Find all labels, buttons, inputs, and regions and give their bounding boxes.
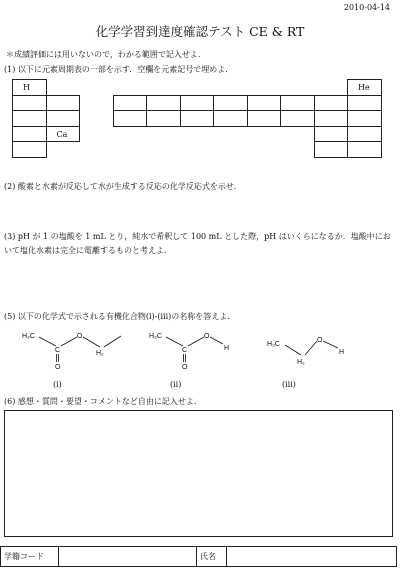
student-id-field[interactable] bbox=[59, 547, 197, 567]
element-blank-cell[interactable] bbox=[348, 126, 382, 142]
name-field[interactable] bbox=[227, 547, 397, 567]
atom-o: O bbox=[204, 333, 210, 340]
name-label: 氏名 bbox=[197, 547, 227, 567]
periodic-table bbox=[12, 79, 382, 158]
element-blank-cell[interactable] bbox=[113, 95, 147, 111]
atom-o: O bbox=[77, 333, 83, 340]
label-iii: (iii) bbox=[282, 380, 296, 389]
atom-h: H bbox=[339, 349, 345, 356]
element-blank-cell[interactable] bbox=[113, 111, 147, 127]
atom-o: O bbox=[55, 364, 61, 371]
element-hydrogen: H bbox=[13, 80, 47, 96]
element-blank-cell[interactable] bbox=[281, 111, 315, 127]
grading-note: ＊成績評価には用いないので，わかる範囲で記入せよ． bbox=[6, 50, 206, 59]
element-blank-cell[interactable] bbox=[180, 111, 214, 127]
element-blank-cell[interactable] bbox=[281, 95, 315, 111]
atom-h3c: H₃C bbox=[22, 333, 35, 340]
label-i: (i) bbox=[53, 380, 62, 389]
question-5: (5) 以下の化学式で示される有機化合物(i)-(iii)の名称を答えよ． bbox=[4, 312, 236, 321]
element-blank-cell[interactable] bbox=[348, 95, 382, 111]
student-info-table bbox=[0, 546, 397, 567]
structure-iii bbox=[265, 330, 355, 370]
element-calcium: Ca bbox=[46, 126, 80, 142]
structure-i bbox=[20, 326, 130, 371]
element-helium: He bbox=[348, 80, 382, 96]
element-blank-cell[interactable] bbox=[46, 111, 80, 127]
question-1: (1) 以下に元素周期表の一部を示す．空欄を元素記号で埋めよ． bbox=[4, 65, 234, 74]
atom-o: O bbox=[317, 337, 323, 344]
periodic-row-4 bbox=[13, 126, 382, 142]
element-blank-cell[interactable] bbox=[13, 126, 47, 142]
element-blank-cell[interactable] bbox=[13, 95, 47, 111]
label-ii: (ii) bbox=[170, 380, 182, 389]
element-blank-cell[interactable] bbox=[13, 111, 47, 127]
exam-title: 化学学習到達度確認テスト CE & RT bbox=[95, 24, 305, 39]
atom-c: C bbox=[182, 347, 188, 354]
atom-h2: H₂ bbox=[297, 359, 305, 366]
atom-h3c: H₃C bbox=[149, 333, 162, 340]
comment-box[interactable] bbox=[4, 410, 393, 537]
element-blank-cell[interactable] bbox=[348, 142, 382, 158]
atom-h: H bbox=[224, 345, 230, 352]
element-blank-cell[interactable] bbox=[147, 111, 181, 127]
element-blank-cell[interactable] bbox=[314, 95, 348, 111]
element-blank-cell[interactable] bbox=[13, 142, 47, 158]
periodic-row-5 bbox=[13, 142, 382, 158]
atom-o: O bbox=[182, 364, 188, 371]
student-id-label: 学籍コード bbox=[1, 547, 59, 567]
element-blank-cell[interactable] bbox=[314, 111, 348, 127]
element-blank-cell[interactable] bbox=[214, 95, 248, 111]
element-blank-cell[interactable] bbox=[147, 95, 181, 111]
element-blank-cell[interactable] bbox=[214, 111, 248, 127]
atom-h2: H₂ bbox=[96, 350, 104, 357]
element-blank-cell[interactable] bbox=[46, 95, 80, 111]
question-2: (2) 酸素と水素が反応して水が生成する反応の化学反応式を示せ． bbox=[4, 182, 242, 191]
periodic-row-1 bbox=[13, 80, 382, 96]
periodic-row-2 bbox=[13, 95, 382, 111]
element-blank-cell[interactable] bbox=[247, 95, 281, 111]
exam-date: 2010-04-14 bbox=[343, 3, 390, 12]
element-blank-cell[interactable] bbox=[314, 142, 348, 158]
periodic-row-3 bbox=[13, 111, 382, 127]
question-3: (3) pH が 1 の塩酸を 1 mL とり，純水で希釈して 100 mL とした際，pH はいくらになるか．塩酸中において塩化水素は完全に電離するものと考えよ． bbox=[4, 232, 391, 255]
element-blank-cell[interactable] bbox=[180, 95, 214, 111]
question-6: (6) 感想・質問・要望・コメントなど自由に記入せよ． bbox=[4, 397, 202, 406]
structure-ii bbox=[147, 326, 237, 371]
element-blank-cell[interactable] bbox=[348, 111, 382, 127]
atom-h3c: H₃C bbox=[267, 341, 280, 348]
element-blank-cell[interactable] bbox=[314, 126, 348, 142]
element-blank-cell[interactable] bbox=[247, 111, 281, 127]
atom-c: C bbox=[55, 347, 61, 354]
